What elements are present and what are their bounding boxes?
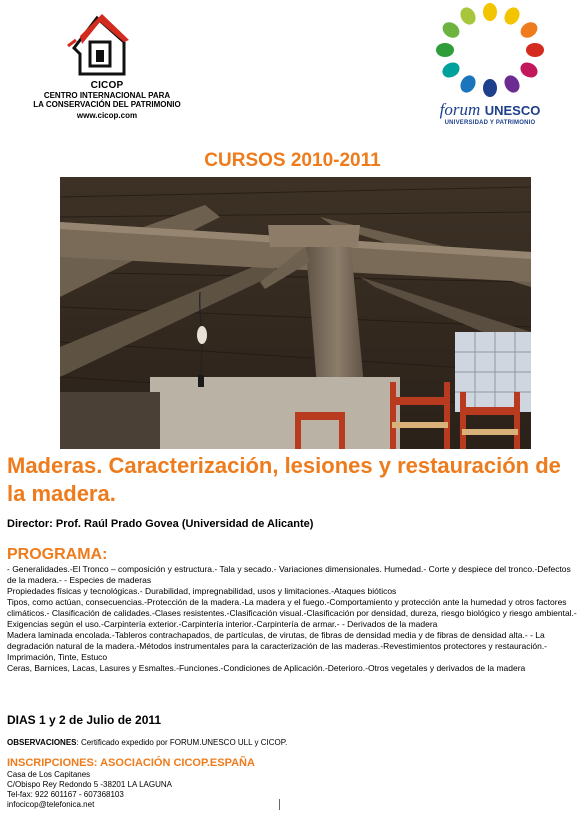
programa-body: [7, 564, 578, 674]
cicop-url: www.cicop.com: [76, 111, 138, 120]
unesco-word: UNESCO: [484, 103, 541, 118]
programa-paragraph: Tipos, como actúan, consecuencias.-Protección de la madera.-La madera y el fuego.-Comportamiento y protección ante la humedad y otros factores climáticos.- Clasificación de calidades.-Clases resistentes.-Clasificación visual.-Clasificación por densidad, dureza, riesgo biológico y riesgo ambiental.-Exigencias según el uso.-Carpintería exterior.-Carpintería interior.-Carpintería de armar.- - Derivados de la madera: [7, 597, 577, 629]
contact-address: [7, 770, 172, 810]
course-dates: DIAS 1 y 2 de Julio de 2011: [7, 713, 162, 727]
observaciones-text: : Certificado expedido por FORUM.UNESCO ULL y CICOP.: [76, 738, 288, 747]
programa-heading: PROGRAMA:: [7, 546, 108, 563]
address-line: Casa de Los Capitanes: [7, 770, 91, 779]
hands-circle-icon: [425, 2, 555, 97]
contact-email[interactable]: infocicop@telefonica.net: [7, 800, 95, 809]
observaciones-label: OBSERVACIONES: [7, 738, 77, 747]
programa-paragraph: Propiedades físicas y tecnológicas.- Durabilidad, impregnabilidad, usos y limitaciones.-Ataques bióticos: [7, 586, 397, 596]
director-line: Director: Prof. Raúl Prado Govea (Universidad de Alicante): [7, 518, 314, 530]
programa-paragraph: Madera laminada encolada.-Tableros contrachapados, de partículas, de virutas, de fibras de densidad media y de fibras de densidad alta.- - La degradación natural de la madera.-Métodos instrumentales para la caracterización de las maderas.-Revestimientos protectores y restauración.-Imprimación, Tinte, Estuco: [7, 630, 548, 662]
address-line: Tel-fax: 922 601167 - 607368103: [7, 790, 124, 799]
forum-unesco-logo: [425, 2, 555, 132]
cicop-house-icon: [12, 10, 202, 82]
courses-title: CURSOS 2010-2011: [204, 150, 381, 171]
cicop-line2: LA CONSERVACIÓN DEL PATRIMONIO: [33, 100, 181, 109]
address-line: C/Obispo Rey Redondo 5 -38201 LA LAGUNA: [7, 780, 172, 789]
cicop-line1: CENTRO INTERNACIONAL PARA: [43, 91, 171, 100]
programa-paragraph: Ceras, Barnices, Lacas, Lasures y Esmaltes.-Funciones.-Condiciones de Aplicación.-Deterioro.-Otros vegetales y derivados de la madera: [7, 663, 526, 673]
programa-paragraph: - Generalidades.-El Tronco – composición y estructura.- Tala y secado.- Variaciones dimensionales. Humedad.- Corte y despiece del tronco.-Defectos de la madera.- - Especies de maderas: [7, 564, 571, 585]
cicop-logo: [12, 10, 202, 120]
course-title: Maderas. Caracterización, lesiones y restauración de la madera.: [7, 453, 561, 506]
inscripciones-heading: INSCRIPCIONES: ASOCIACIÓN CICOP.ESPAÑA: [7, 757, 255, 769]
forum-word: forum: [439, 100, 481, 119]
wooden-beams-photo: [60, 177, 531, 449]
divider: [279, 799, 280, 810]
observaciones-line: [7, 738, 287, 747]
forum-subtitle: UNIVERSIDAD Y PATRIMONIO: [444, 120, 536, 126]
cicop-abbr: CICOP: [90, 80, 124, 91]
